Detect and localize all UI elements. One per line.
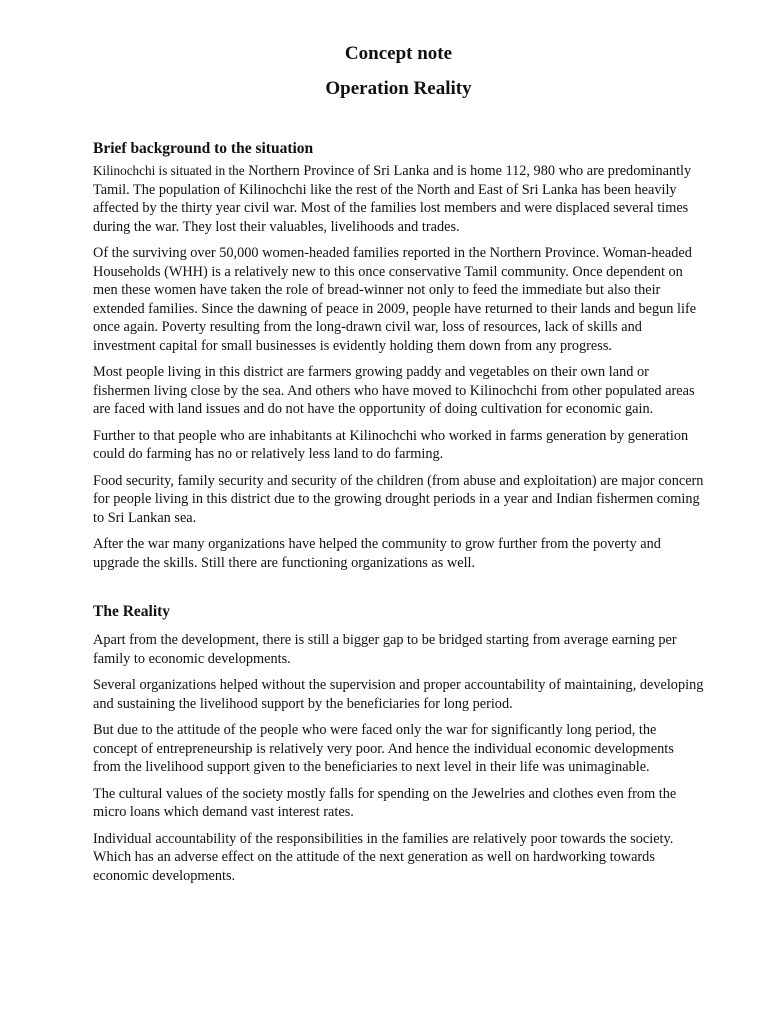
paragraph-reality-1: Apart from the development, there is still a bigger gap to be bridged starting from average earning per family to economic developments. — [93, 632, 677, 667]
paragraph-body-text: Northern Province of Sri Lanka and is home 112, 980 who are predominantly Tamil. The population of Kilinochchi like the rest of the North and East of Sri Lanka has been heavily affected by the thirty year civil war. Most of the families lost members and were displaced several times during the war. They lost their valuables, livelihoods and trades. — [93, 163, 692, 235]
paragraph-reality-4: The cultural values of the society mostly falls for spending on the Jewelries and clothes even from the micro loans which demand vast interest rates. — [93, 785, 677, 820]
paragraph-background-5: Food security, family security and security of the children (from abuse and exploitation) are major concern for people living in this district due to the growing drought periods in a year and Indian fishermen coming to Sri Lankan sea. — [93, 472, 704, 526]
paragraph-reality-3: But due to the attitude of the people who were faced only the war for significantly long period, the concept of entrepreneurship is relatively very poor. And hence the individual economic developments from the livelihood support given to the beneficiaries to next level in their life was unimaginable. — [93, 722, 674, 775]
paragraph-background-3: Most people living in this district are farmers growing paddy and vegetables on their own land or fishermen living close by the sea. And others who have moved to Kilinochchi from other populated areas are faced with land issues and do not have the opportunity of doing cultivation for economic gain. — [93, 364, 695, 417]
paragraph-reality-5: Individual accountability of the responsibilities in the families are relatively poor towards the society. Which has an adverse effect on the attitude of the next generation as well on hardworking towards economic developments. — [93, 830, 674, 884]
paragraph-background-2: Of the surviving over 50,000 women-headed families reported in the Northern Province. Woman-headed Households (WHH) is a relatively new to this once conservative Tamil community. Once dependent on men these women have taken the role of bread-winner not only to feed the immediate but also their extended families. Since the dawning of peace in 2009, people have returned to their lands and begun life once again. Poverty resulting from the long-drawn civil war, loss of resources, lack of skills and investment capital for small businesses is evidently holding them down from any progress. — [93, 245, 697, 354]
section-heading-reality: The Reality — [93, 603, 171, 620]
document-title: Concept note — [344, 43, 453, 64]
paragraph-background-1 — [93, 162, 704, 236]
paragraph-background-4: Further to that people who are inhabitants at Kilinochchi who worked in farms generation by generation could do farming has no or relatively less land to do farming. — [93, 427, 689, 462]
paragraph-reality-2: Several organizations helped without the supervision and proper accountability of maintaining, developing and sustaining the livelihood support by the beneficiaries for long period. — [93, 677, 704, 712]
document-subtitle: Operation Reality — [325, 78, 472, 99]
section-heading-background: Brief background to the situation — [93, 140, 314, 157]
paragraph-background-6: After the war many organizations have helped the community to grow further from the poverty and upgrade the skills. Still there are functioning organizations as well. — [93, 536, 661, 571]
paragraph-lead-text: Kilinochchi is situated in the — [93, 163, 245, 178]
